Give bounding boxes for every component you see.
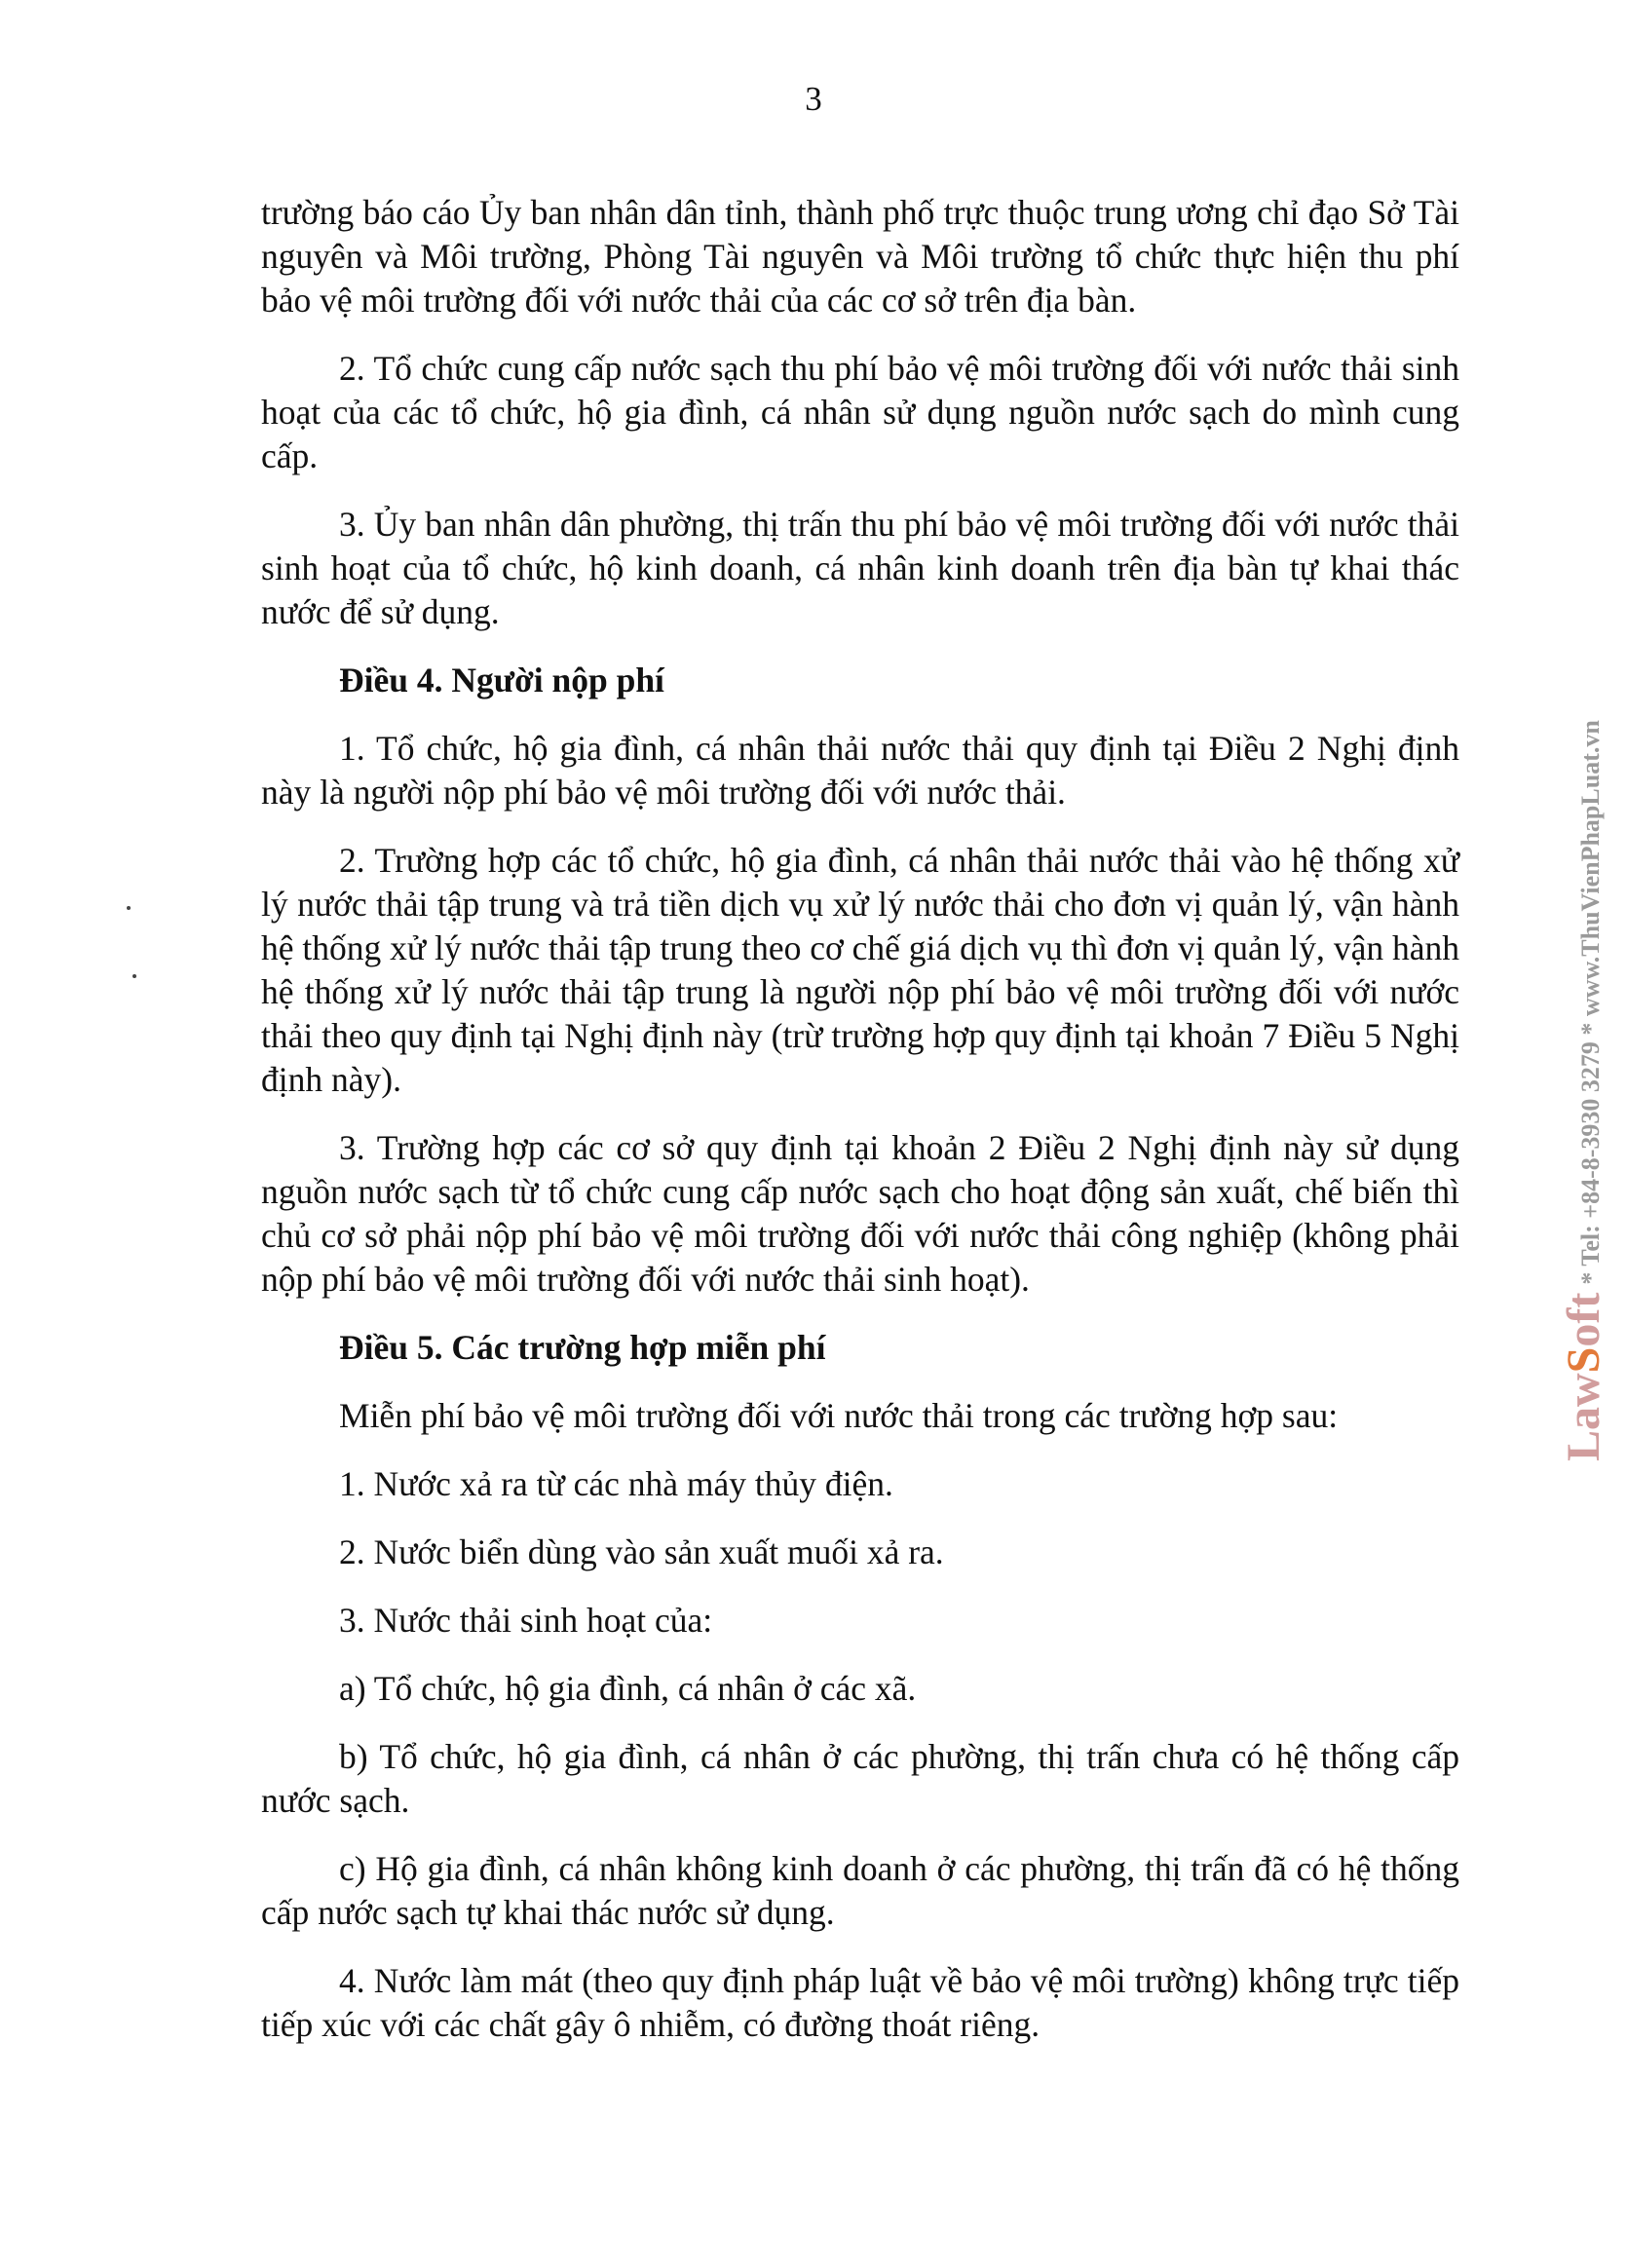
paragraph-art4-item3: 3. Trường hợp các cơ sở quy định tại khoản 2 Điều 2 Nghị định này sử dụng nguồn nước sạch từ tổ chức cung cấp nước sạch cho hoạt động sản xuất, chế biến thì chủ cơ sở phải nộp phí bảo vệ môi trường đối với nước thải công nghiệp (không phải nộp phí bảo vệ môi trường đối với nước thải sinh hoạt).	[261, 1128, 1459, 1299]
paragraph-art5-intro: Miễn phí bảo vệ môi trường đối với nước thải trong các trường hợp sau:	[339, 1396, 1339, 1435]
watermark-contact: * Tel: +84-8-3930 3279 * www.ThuVienPhapLuat.vn	[1576, 720, 1605, 1285]
paragraph-art5-item1: 1. Nước xả ra từ các nhà máy thủy điện.	[339, 1464, 893, 1503]
page-number: 3	[805, 80, 822, 118]
paragraph-art3-item3: 3. Ủy ban nhân dân phường, thị trấn thu phí bảo vệ môi trường đối với nước thải sinh hoạt của tổ chức, hộ kinh doanh, cá nhân kinh doanh trên địa bàn tự khai thác nước để sử dụng.	[261, 505, 1459, 631]
paragraph-art3-item2: 2. Tổ chức cung cấp nước sạch thu phí bảo vệ môi trường đối với nước thải sinh hoạt của các tổ chức, hộ gia đình, cá nhân sử dụng nguồn nước sạch do mình cung cấp.	[261, 349, 1459, 475]
paragraph-art3-continuation: trường báo cáo Ủy ban nhân dân tỉnh, thành phố trực thuộc trung ương chỉ đạo Sở Tài nguyên và Môi trường, Phòng Tài nguyên và Môi trường tổ chức thực hiện thu phí bảo vệ môi trường đối với nước thải của các cơ sở trên địa bàn.	[261, 193, 1459, 320]
paragraph-art5-item3b: b) Tổ chức, hộ gia đình, cá nhân ở các phường, thị trấn chưa có hệ thống cấp nước sạch.	[261, 1737, 1459, 1820]
paragraph-art4-item2: 2. Trường hợp các tổ chức, hộ gia đình, cá nhân thải nước thải vào hệ thống xử lý nước thải tập trung và trả tiền dịch vụ xử lý nước thải cho đơn vị quản lý, vận hành hệ thống xử lý nước thải tập trung theo cơ chế giá dịch vụ thì đơn vị quản lý, vận hành hệ thống xử lý nước thải tập trung là người nộp phí bảo vệ môi trường đối với nước thải theo quy định tại Nghị định này (trừ trường hợp quy định tại khoản 7 Điều 5 Nghị định này).	[261, 841, 1459, 1099]
scan-speck	[127, 906, 131, 910]
paragraph-art5-item3: 3. Nước thải sinh hoạt của:	[339, 1601, 713, 1640]
watermark-brand: LawSoft	[1558, 1292, 1609, 1461]
paragraph-art4-item1: 1. Tổ chức, hộ gia đình, cá nhân thải nước thải quy định tại Điều 2 Nghị định này là người nộp phí bảo vệ môi trường đối với nước thải.	[261, 729, 1459, 812]
document-body	[261, 191, 1459, 2071]
paragraph-art5-item3c: c) Hộ gia đình, cá nhân không kinh doanh ở các phường, thị trấn đã có hệ thống cấp nước sạch tự khai thác nước sử dụng.	[261, 1849, 1459, 1932]
paragraph-art5-item2: 2. Nước biển dùng vào sản xuất muối xả ra.	[339, 1532, 944, 1571]
article-4-heading: Điều 4. Người nộp phí	[339, 661, 664, 699]
article-5-heading: Điều 5. Các trường hợp miễn phí	[339, 1328, 826, 1367]
paragraph-art5-item4: 4. Nước làm mát (theo quy định pháp luật về bảo vệ môi trường) không trực tiếp tiếp xúc với các chất gây ô nhiễm, có đường thoát riêng.	[261, 1961, 1459, 2044]
lawsoft-watermark	[1557, 720, 1610, 1461]
paragraph-art5-item3a: a) Tổ chức, hộ gia đình, cá nhân ở các xã.	[339, 1669, 917, 1708]
scan-speck	[132, 974, 136, 978]
